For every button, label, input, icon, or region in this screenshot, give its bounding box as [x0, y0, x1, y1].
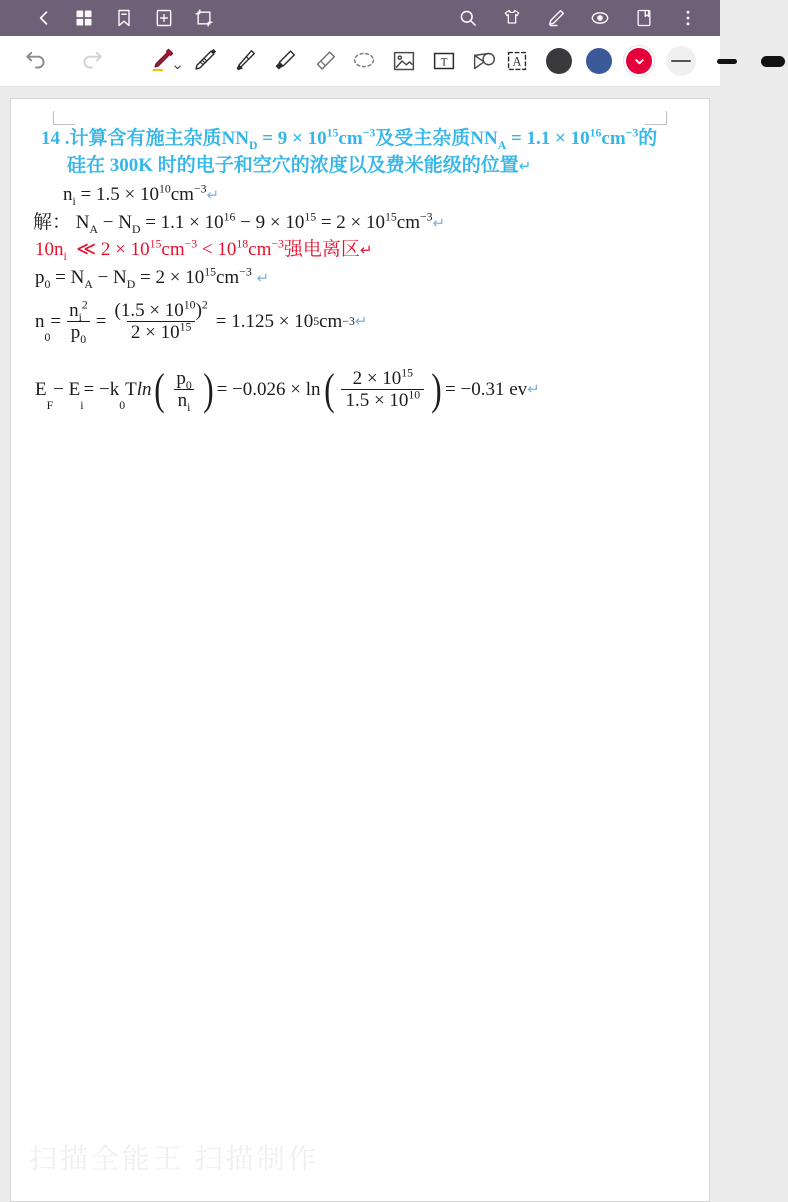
num-value: (1.5 × 10	[114, 300, 184, 321]
title-text-5: 的	[638, 128, 658, 149]
title-line2-text: 硅在 300K 时的电子和空穴的浓度以及费米能级的位置	[67, 155, 519, 176]
ratio-num-exp: 15	[401, 366, 414, 380]
fraction-denominator	[127, 321, 195, 342]
n0-unit: cm	[319, 311, 343, 332]
stroke-thin-button[interactable]	[666, 46, 696, 76]
minus-nd: − N	[98, 212, 132, 233]
ef-symbol: E	[35, 379, 47, 400]
much-less-than: ≪ 2 × 10	[71, 239, 150, 260]
p0-num: p	[176, 368, 186, 389]
shape-tool[interactable]	[464, 41, 504, 81]
ni-line	[63, 182, 220, 208]
fermi-level-line: E F − E i = −k 0 T ln ( $\frac{p_0}{n_i}$ ) = −0.026 × ln ( $\frac{2 \times 10^{15}}{1.5 \times 10^{10}}$ ) = −0.31 ev ↵	[35, 364, 540, 415]
solve-val-3: = 2 × 10	[316, 212, 386, 233]
open-paren-2: (	[323, 364, 335, 415]
p0-eq: = N	[50, 267, 85, 288]
history-group	[0, 41, 124, 81]
theme-shirt-icon[interactable]	[502, 8, 522, 28]
stroke-width-options	[652, 46, 788, 76]
ni-symbol: n	[63, 184, 73, 205]
problem-number: 14	[41, 128, 60, 149]
edit-pen-icon[interactable]	[546, 8, 566, 28]
eraser-tool[interactable]	[304, 41, 344, 81]
red-unit-1: cm	[161, 239, 185, 260]
title-text-3: 及受主杂质N	[375, 128, 484, 149]
svg-text:A: A	[512, 54, 522, 69]
ni-sub-red: i	[63, 249, 67, 263]
paragraph-mark: ↵	[518, 158, 532, 175]
highlighter-tool[interactable]	[264, 41, 304, 81]
ni-num-sup: 2	[81, 298, 88, 312]
p0-num-sub: 0	[185, 378, 192, 392]
solve-unit-exp: −3	[420, 210, 433, 224]
p0-nd-sub: D	[126, 277, 136, 291]
open-paren: (	[154, 364, 166, 415]
search-icon[interactable]	[458, 8, 478, 28]
nd-subscript: D	[248, 138, 258, 152]
top-bar-right-group	[458, 8, 720, 28]
paragraph-mark: ↵	[359, 242, 373, 259]
ni-num: n	[69, 300, 79, 321]
color-swatch-dark[interactable]	[546, 48, 572, 74]
add-page-icon[interactable]	[154, 8, 174, 28]
den-value: 2 × 10	[130, 322, 180, 343]
fraction-numerator	[111, 298, 212, 321]
marker-pen-tool[interactable]	[138, 41, 184, 81]
p0-over-ni-fraction	[172, 368, 195, 414]
solution-label: 解：	[33, 212, 72, 233]
fraction-numerator	[172, 368, 195, 392]
pen-tools-group	[136, 41, 530, 81]
n0-eq-2: =	[95, 311, 107, 332]
p0-unit: cm	[215, 267, 240, 288]
p0-na-sub: A	[84, 277, 93, 291]
less-than: < 10	[197, 239, 237, 260]
color-swatch-red[interactable]	[626, 48, 652, 74]
grid-view-icon[interactable]	[74, 8, 94, 28]
eye-icon[interactable]	[590, 8, 610, 28]
paragraph-mark: ↵	[354, 312, 368, 330]
ef-minus: − E	[53, 379, 81, 400]
red-unit-exp-2: −3	[271, 237, 284, 251]
na-symbol: N	[75, 212, 90, 233]
problem-title-line-1: 14 .计算含有施主杂质$NN_D = 9 \times 10^{15}cm^{-3}$及受主杂质$NN_A = 1.1 \times 10^{16}cm^{-3}$的	[41, 126, 658, 152]
p0-sub: 0	[44, 277, 51, 291]
ni-unit-exp: −3	[193, 182, 207, 196]
fountain-pen-tool[interactable]	[224, 41, 264, 81]
solve-exp-3: 15	[385, 210, 397, 224]
ratio-num: 2 × 10	[352, 368, 402, 389]
close-paren: )	[202, 364, 214, 415]
stroke-medium-button[interactable]	[712, 46, 742, 76]
ni-den: n	[177, 390, 188, 411]
solve-exp-1: 16	[223, 210, 236, 224]
paragraph-mark: ↵	[527, 380, 540, 398]
num-exp: 10	[183, 298, 196, 312]
ni-subscript: i	[72, 194, 76, 208]
n0-result: = 1.125 × 10	[215, 311, 314, 332]
document-page[interactable]	[10, 98, 710, 1202]
na-subscript: A	[497, 138, 507, 152]
undo-icon[interactable]	[16, 41, 56, 81]
annotation-toolbar	[0, 36, 720, 87]
ten-ni: 10n	[35, 239, 64, 260]
nd-sub: D	[131, 222, 141, 236]
bookmark-icon[interactable]	[114, 8, 134, 28]
ni-exponent: 10	[158, 182, 171, 196]
num-square: 2	[201, 298, 208, 312]
paragraph-mark: ↵	[256, 270, 270, 287]
solve-val-1: = 1.1 × 10	[140, 212, 224, 233]
num-paren: )	[195, 300, 202, 321]
fraction-numerator	[349, 366, 417, 389]
image-tool[interactable]	[384, 41, 424, 81]
numeric-fraction	[111, 298, 212, 343]
stroke-thin-preview	[671, 60, 691, 62]
fraction-denominator	[341, 389, 424, 410]
strong-ionization-label: 强电离区	[283, 239, 360, 260]
title-exp-3: 16	[589, 126, 602, 140]
stroke-thick-preview	[761, 56, 785, 67]
solve-unit: cm	[396, 212, 421, 233]
solution-line	[33, 210, 446, 236]
margin-corner-top-right	[645, 111, 667, 125]
ni-unit: cm	[170, 184, 194, 205]
red-exp-1: 15	[149, 237, 162, 251]
crop-icon[interactable]	[194, 8, 214, 28]
fraction-denominator	[174, 389, 195, 414]
solve-val-2: − 9 × 10	[235, 212, 305, 233]
fraction-denominator	[67, 321, 90, 346]
margin-corner-top-left	[53, 111, 75, 125]
p0-den-sub: 0	[80, 332, 87, 346]
p0-result: = 2 × 10	[135, 267, 205, 288]
title-text-1: .计算含有施主杂质N	[64, 128, 236, 149]
top-bar	[0, 0, 720, 36]
fraction-numerator	[65, 298, 92, 324]
p0-line	[35, 265, 270, 291]
ratio-fraction	[341, 366, 424, 411]
title-exp-1: 15	[326, 126, 339, 140]
ionization-condition-line	[35, 237, 373, 263]
more-menu-icon[interactable]	[678, 8, 698, 28]
p0-exp: 15	[204, 265, 216, 279]
svg-text:T: T	[440, 56, 448, 69]
ef-eq-1: = −k	[83, 379, 120, 400]
ni-den-sub: i	[187, 400, 191, 414]
stroke-thick-button[interactable]	[758, 46, 788, 76]
n0-symbol: n	[35, 311, 45, 332]
den-exp: 15	[179, 320, 192, 334]
title-text-2: = 9 × 10	[257, 128, 327, 149]
na-sub: A	[89, 222, 98, 236]
ef-eq-2: = −0.026 × ln	[216, 379, 321, 400]
pencil-tool[interactable]	[184, 41, 224, 81]
title-exp-2: −3	[362, 126, 376, 140]
p0-unit-exp: −3	[239, 265, 252, 279]
paragraph-mark: ↵	[432, 215, 446, 232]
solve-exp-2: 15	[304, 210, 317, 224]
p0-minus: − N	[92, 267, 127, 288]
title-unit-1: cm	[338, 128, 363, 149]
temperature-symbol: T	[125, 379, 137, 400]
redo-icon[interactable]	[72, 41, 112, 81]
title-exp-4: −3	[625, 126, 639, 140]
paragraph-mark: ↵	[206, 187, 220, 204]
ni-value: = 1.5 × 10	[75, 184, 159, 205]
close-paren-2: )	[431, 364, 442, 415]
ratio-den-exp: 10	[408, 388, 421, 402]
ni-num-sub: i	[78, 310, 82, 324]
red-unit-exp-1: −3	[184, 237, 198, 251]
ni-squared-over-p0-fraction	[65, 298, 92, 346]
top-bar-left-group	[0, 8, 214, 28]
lasso-select-tool[interactable]	[344, 41, 384, 81]
stroke-medium-preview	[717, 59, 737, 64]
title-unit-2: cm	[601, 128, 626, 149]
red-unit-2: cm	[248, 239, 272, 260]
ln-italic: ln	[136, 379, 152, 400]
chevron-down-icon	[626, 48, 652, 74]
n0-line: n 0 = $\frac{n_i^2}{p_0}$ = $\frac{(1.5 \times 10^{10})^2}{2 \times 10^{15}}$ = 1.125 × 10 5 cm −3 ↵	[35, 298, 368, 346]
p0-symbol: p	[35, 267, 45, 288]
p0-den: p	[70, 322, 81, 343]
back-icon[interactable]	[34, 8, 54, 28]
problem-title-line-2	[67, 156, 532, 175]
color-swatches	[538, 48, 652, 74]
page-bookmark-icon[interactable]	[634, 8, 654, 28]
color-swatch-blue[interactable]	[586, 48, 612, 74]
ef-result: = −0.31 ev	[445, 379, 528, 400]
n0-eq-1: =	[50, 311, 62, 332]
text-box-tool[interactable]	[424, 41, 464, 81]
page-scroll-area[interactable]	[0, 87, 720, 1174]
ocr-text-tool[interactable]	[504, 41, 530, 81]
ratio-den: 1.5 × 10	[345, 390, 409, 411]
scanner-watermark: 扫描全能王 扫描制作	[29, 1143, 319, 1174]
title-text-4: = 1.1 × 10	[506, 128, 590, 149]
red-exp-2: 18	[236, 237, 249, 251]
